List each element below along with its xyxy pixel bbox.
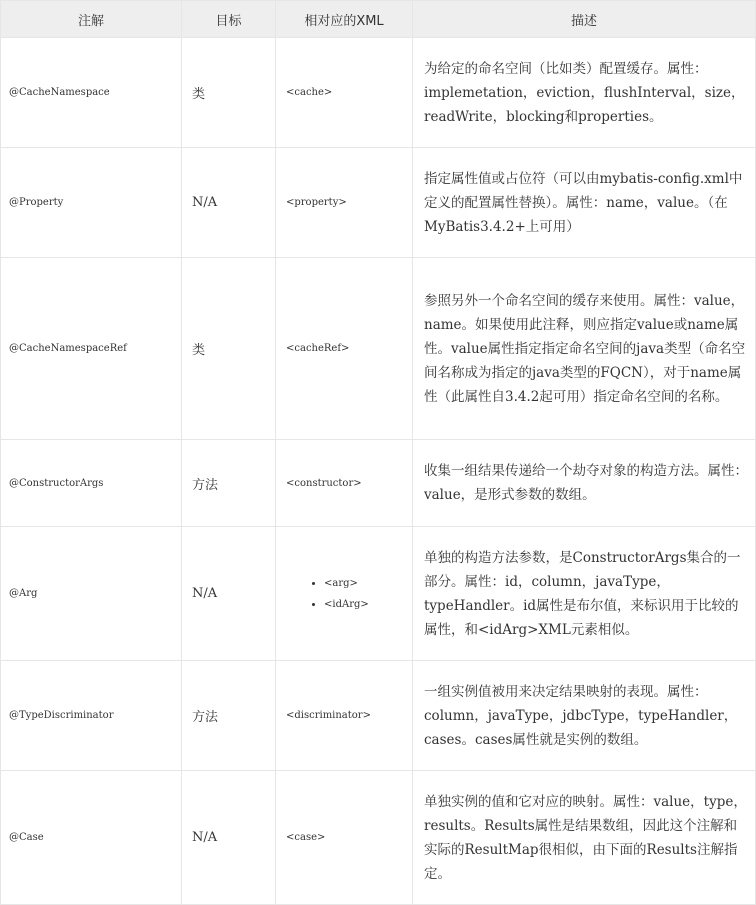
annotation-cell: @ConstructorArgs: [1, 440, 182, 527]
target-cell: 方法: [182, 440, 276, 527]
table-header-row: [1, 1, 756, 38]
xml-cell: <discriminator>: [276, 661, 413, 771]
table-row: [1, 661, 756, 771]
description-cell: 收集一组结果传递给一个劫夺对象的构造方法。属性：value，是形式参数的数组。: [413, 440, 756, 527]
description-cell: 单独的构造方法参数，是ConstructorArgs集合的一部分。属性：id，column，javaType，typeHandler。id属性是布尔值，来标识用于比较的属性，和<idArg>XML元素相似。: [413, 527, 756, 661]
description-cell: 单独实例的值和它对应的映射。属性：value，type，results。Results属性是结果数组，因此这个注解和实际的ResultMap很相似，由下面的Results注解指定。: [413, 771, 756, 905]
header-target: 目标: [182, 1, 276, 38]
annotation-cell: @CacheNamespace: [1, 38, 182, 148]
xml-cell: <constructor>: [276, 440, 413, 527]
xml-cell: <cache>: [276, 38, 413, 148]
xml-cell: [276, 527, 413, 661]
target-cell: N/A: [182, 527, 276, 661]
annotation-cell: @TypeDiscriminator: [1, 661, 182, 771]
target-cell: 方法: [182, 661, 276, 771]
table-row: [1, 527, 756, 661]
description-cell: 指定属性值或占位符（可以由mybatis-config.xml中定义的配置属性替换）。属性：name，value。（在MyBatis3.4.2+上可用）: [413, 148, 756, 258]
table-row: [1, 148, 756, 258]
target-cell: 类: [182, 258, 276, 440]
description-cell: 参照另外一个命名空间的缓存来使用。属性：value，name。如果使用此注释，则应指定value或name属性。value属性指定指定命名空间的java类型（命名空间名称成为指定的java类型的FQCN），对于name属性（此属性自3.4.2起可用）指定命名空间的名称。: [413, 258, 756, 440]
annotation-cell: @Property: [1, 148, 182, 258]
header-description: 描述: [413, 1, 756, 38]
description-cell: 一组实例值被用来决定结果映射的表现。属性：column，javaType，jdbcType，typeHandler，cases。cases属性就是实例的数组。: [413, 661, 756, 771]
table-row: [1, 38, 756, 148]
annotation-cell: @Case: [1, 771, 182, 905]
xml-element-list: [286, 578, 402, 610]
table-row: [1, 258, 756, 440]
xml-list-item: • <idArg>: [324, 599, 402, 610]
target-cell: N/A: [182, 148, 276, 258]
target-cell: N/A: [182, 771, 276, 905]
target-cell: 类: [182, 38, 276, 148]
annotation-cell: @CacheNamespaceRef: [1, 258, 182, 440]
xml-cell: <property>: [276, 148, 413, 258]
table-row: [1, 771, 756, 905]
header-annotation: 注解: [1, 1, 182, 38]
xml-cell: <cacheRef>: [276, 258, 413, 440]
table-row: [1, 440, 756, 527]
description-cell: 为给定的命名空间（比如类）配置缓存。属性：implemetation，eviction，flushInterval，size，readWrite，blocking和properties。: [413, 38, 756, 148]
xml-cell: <case>: [276, 771, 413, 905]
annotation-cell: @Arg: [1, 527, 182, 661]
xml-list-item: • <arg>: [324, 578, 402, 589]
header-xml: 相对应的XML: [276, 1, 413, 38]
